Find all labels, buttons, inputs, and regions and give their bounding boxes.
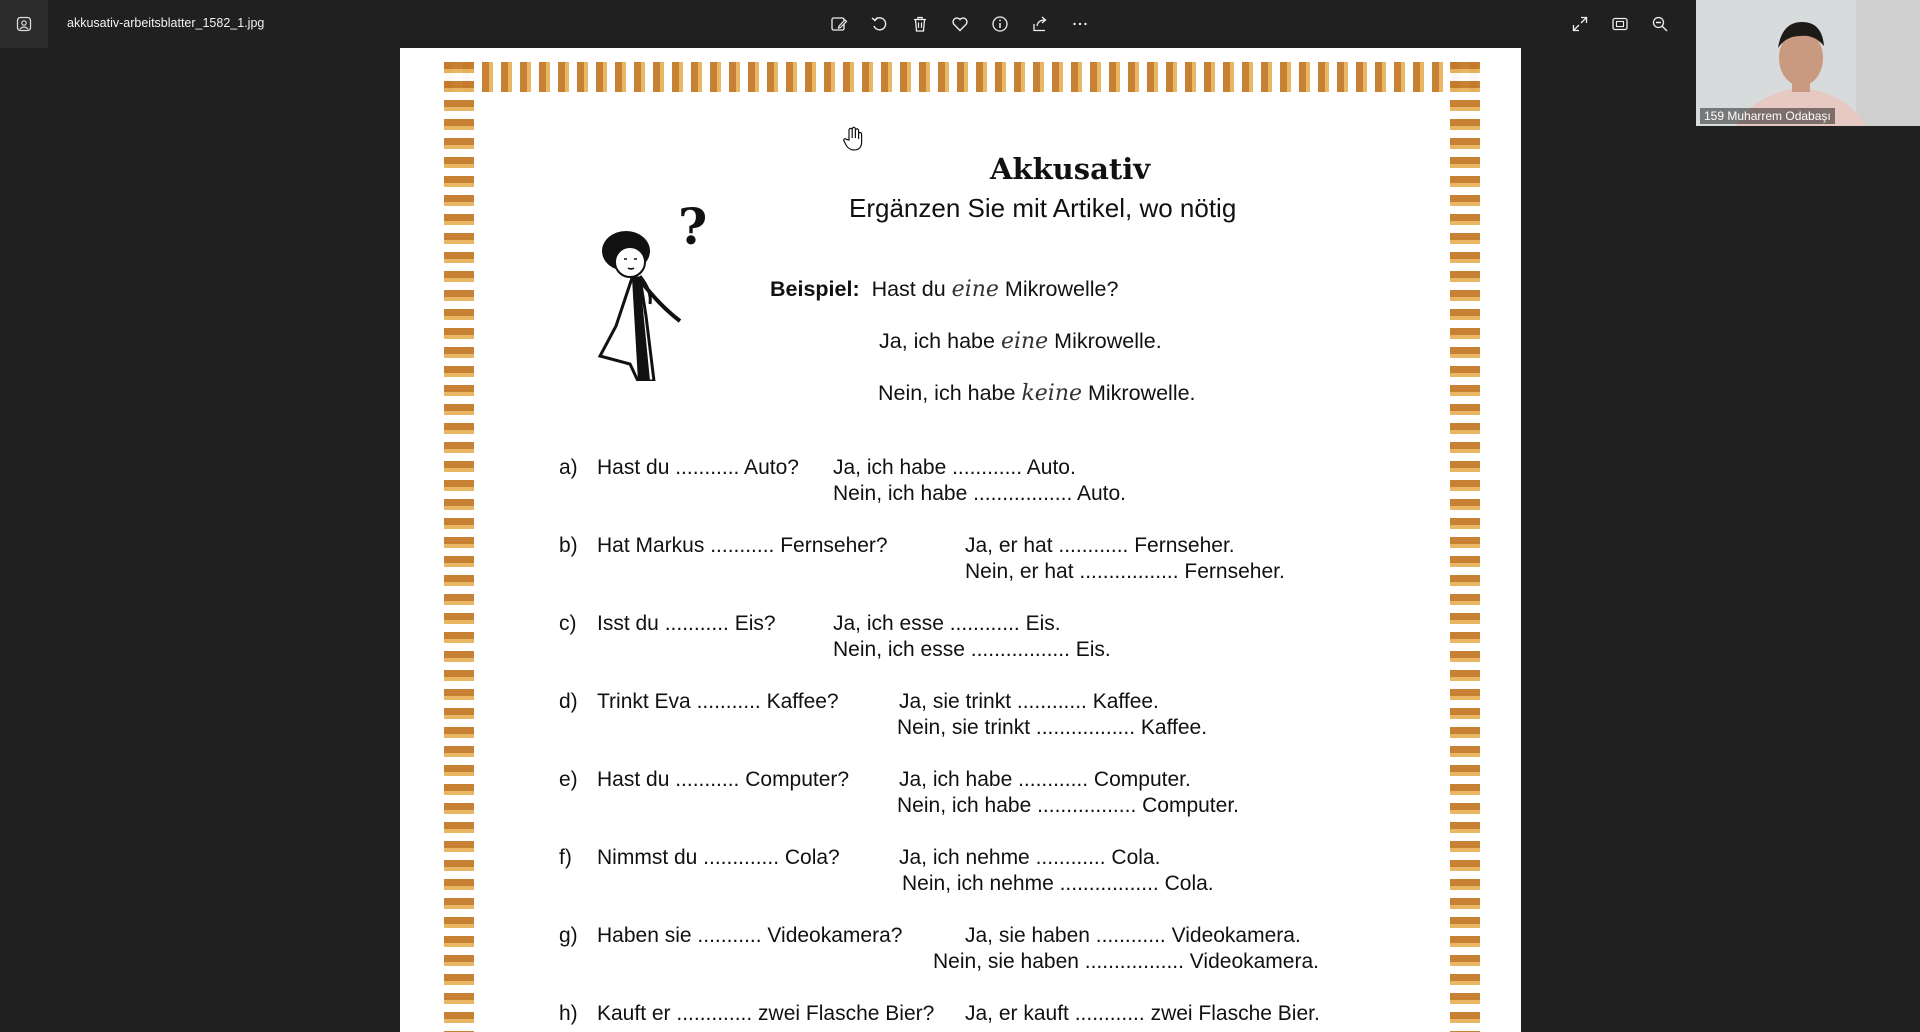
exercise-e-letter: e) bbox=[559, 768, 578, 791]
example-yes-start: Ja, ich habe bbox=[879, 329, 995, 353]
exercise-f-question: Nimmst du ............. Cola? bbox=[597, 846, 840, 869]
decorative-border-right bbox=[1450, 62, 1480, 1032]
exercise-h-yes: Ja, er kauft ............ zwei Flasche Bier. bbox=[965, 1002, 1320, 1025]
participant-name: 159 Muharrem Odabaşı bbox=[1700, 108, 1835, 124]
fit-icon[interactable] bbox=[1608, 12, 1632, 36]
decorative-border-left bbox=[444, 62, 474, 1032]
example-question-end: Mikrowelle? bbox=[1004, 277, 1119, 301]
exercise-h-letter: h) bbox=[559, 1002, 578, 1025]
exercise-c-letter: c) bbox=[559, 612, 577, 635]
example-question-start: Hast du bbox=[871, 277, 946, 301]
info-icon[interactable] bbox=[988, 12, 1012, 36]
exercise-g-no: Nein, sie haben ................. Videokamera. bbox=[933, 950, 1319, 973]
example-handwritten-article: eine bbox=[951, 277, 999, 302]
more-icon[interactable] bbox=[1068, 12, 1092, 36]
share-icon[interactable] bbox=[1028, 12, 1052, 36]
exercise-h-question: Kauft er ............. zwei Flasche Bier? bbox=[597, 1002, 935, 1025]
decorative-border-top bbox=[444, 62, 1479, 92]
thinking-man-illustration bbox=[580, 196, 730, 381]
hand-cursor-icon bbox=[842, 126, 864, 152]
exercise-c-question: Isst du ........... Eis? bbox=[597, 612, 776, 635]
example-no-start: Nein, ich habe bbox=[878, 381, 1016, 405]
exercise-c-yes: Ja, ich esse ............ Eis. bbox=[833, 612, 1061, 635]
exercise-g-yes: Ja, sie haben ............ Videokamera. bbox=[965, 924, 1301, 947]
file-name: akkusativ-arbeitsblatter_1582_1.jpg bbox=[67, 16, 265, 30]
rotate-icon[interactable] bbox=[867, 12, 891, 36]
exercise-f-yes: Ja, ich nehme ............ Cola. bbox=[899, 846, 1161, 869]
example-answer-no bbox=[878, 381, 1196, 406]
exercise-d-question: Trinkt Eva ........... Kaffee? bbox=[597, 690, 839, 713]
example-question bbox=[770, 277, 1118, 302]
exercise-a-no: Nein, ich habe ................. Auto. bbox=[833, 482, 1126, 505]
exercise-f-no: Nein, ich nehme ................. Cola. bbox=[902, 872, 1214, 895]
exercise-b-letter: b) bbox=[559, 534, 578, 557]
worksheet-image bbox=[400, 48, 1521, 1032]
exercise-a-letter: a) bbox=[559, 456, 578, 479]
edit-image-icon[interactable] bbox=[827, 12, 851, 36]
exercise-e-yes: Ja, ich habe ............ Computer. bbox=[899, 768, 1191, 791]
title-bar bbox=[0, 0, 1920, 48]
fullscreen-icon[interactable] bbox=[1568, 12, 1592, 36]
example-no-end: Mikrowelle. bbox=[1088, 381, 1196, 405]
exercise-g-question: Haben sie ........... Videokamera? bbox=[597, 924, 903, 947]
example-answer-yes bbox=[879, 329, 1162, 354]
exercise-d-yes: Ja, sie trinkt ............ Kaffee. bbox=[899, 690, 1159, 713]
example-yes-end: Mikrowelle. bbox=[1054, 329, 1162, 353]
exercise-g-letter: g) bbox=[559, 924, 578, 947]
favorite-icon[interactable] bbox=[948, 12, 972, 36]
exercise-c-no: Nein, ich esse ................. Eis. bbox=[833, 638, 1111, 661]
exercise-a-question: Hast du ........... Auto? bbox=[597, 456, 799, 479]
delete-icon[interactable] bbox=[908, 12, 932, 36]
worksheet-title: Akkusativ bbox=[990, 152, 1151, 186]
example-yes-article: eine bbox=[1000, 329, 1049, 354]
exercise-b-no: Nein, er hat ................. Fernseher. bbox=[965, 560, 1285, 583]
exercise-e-no: Nein, ich habe ................. Computer. bbox=[897, 794, 1239, 817]
exercise-d-no: Nein, sie trinkt ................. Kaffee. bbox=[897, 716, 1208, 739]
exercise-f-letter: f) bbox=[559, 846, 572, 869]
exercise-d-letter: d) bbox=[559, 690, 578, 713]
photos-app-icon[interactable] bbox=[0, 0, 48, 48]
exercise-a-yes: Ja, ich habe ............ Auto. bbox=[833, 456, 1076, 479]
exercise-b-yes: Ja, er hat ............ Fernseher. bbox=[965, 534, 1235, 557]
exercise-b-question: Hat Markus ........... Fernseher? bbox=[597, 534, 888, 557]
exercise-e-question: Hast du ........... Computer? bbox=[597, 768, 850, 791]
zoom-out-icon[interactable] bbox=[1648, 12, 1672, 36]
question-mark: ? bbox=[678, 197, 708, 256]
example-no-article: keine bbox=[1021, 381, 1083, 406]
example-label: Beispiel: bbox=[770, 277, 860, 301]
worksheet-subtitle: Ergänzen Sie mit Artikel, wo nötig bbox=[849, 193, 1237, 223]
webcam-feed bbox=[1696, 0, 1920, 126]
